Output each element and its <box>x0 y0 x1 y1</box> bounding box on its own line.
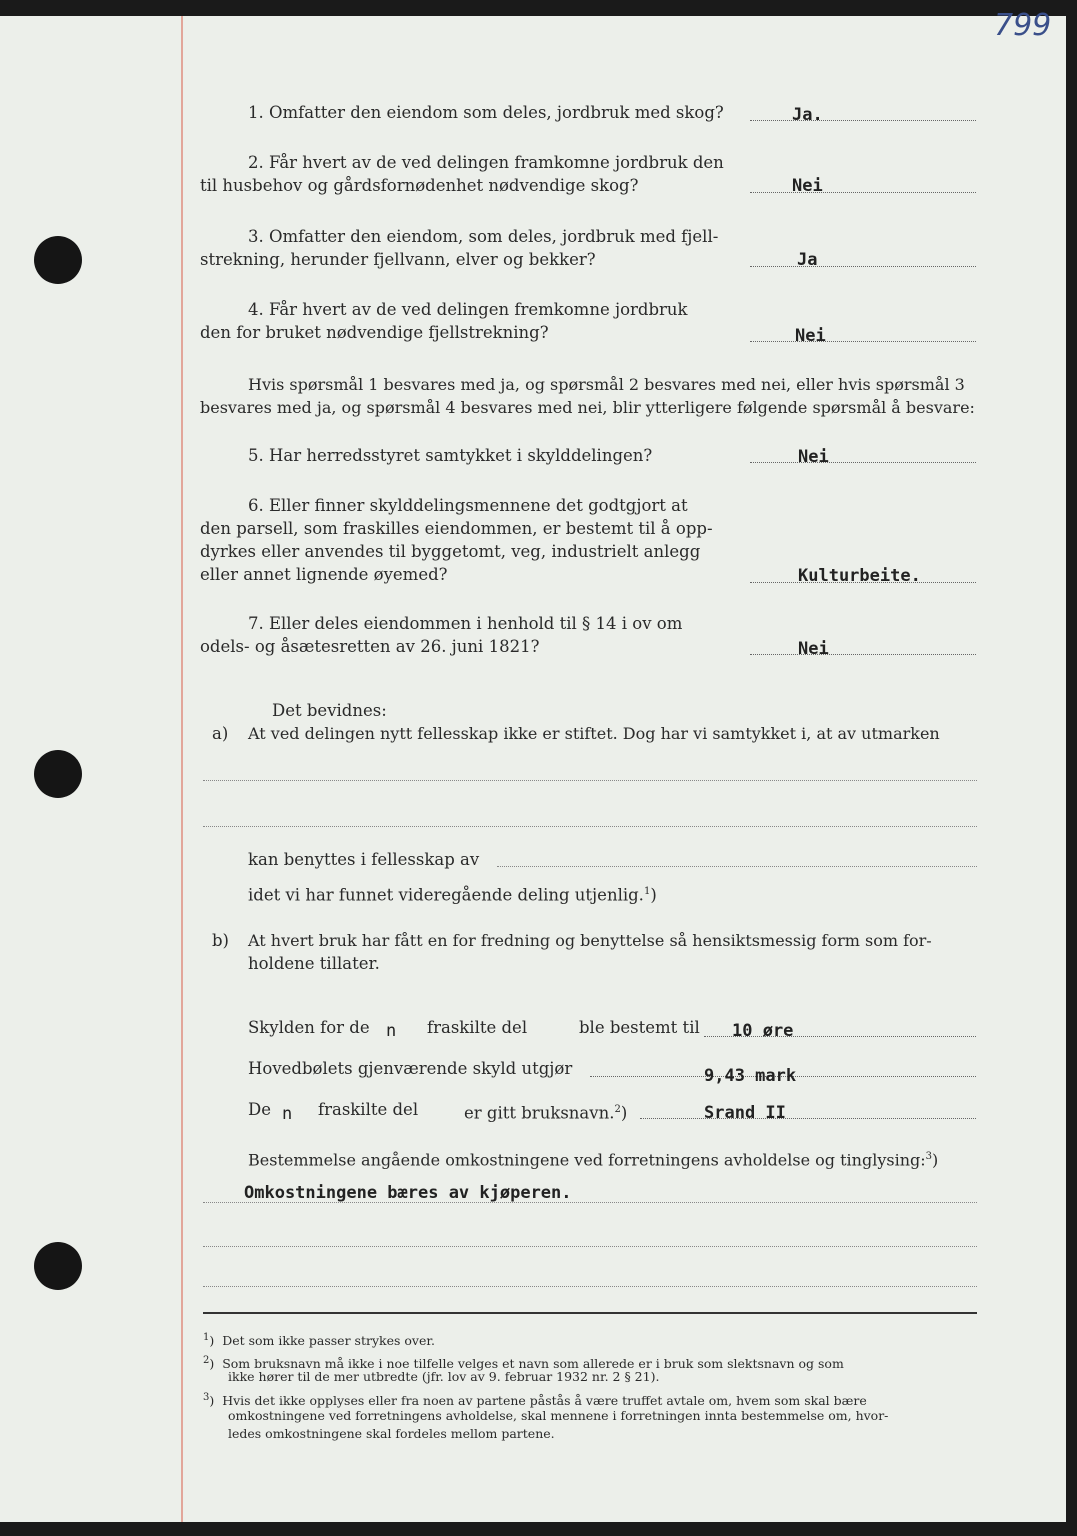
skyld-value-2: 9,43 mark <box>704 1066 797 1086</box>
skyld-mid-1: fraskilte del <box>427 1018 528 1037</box>
skyld-mid-3: fraskilte del <box>318 1100 419 1119</box>
question-3-line-1: 3. Omfatter den eiendom, som deles, jordbruk med fjell- <box>248 227 719 246</box>
blank-line <box>203 780 977 781</box>
answer-1: Ja. <box>792 105 823 125</box>
blank-line <box>203 1202 977 1203</box>
conditional-line-1: Hvis spørsmål 1 besvares med ja, og spørsmål 2 besvares med nei, eller hvis spørsmål 3 <box>248 375 965 394</box>
question-7-line-2: odels- og åsætesretten av 26. juni 1821? <box>200 637 540 656</box>
question-6-line-3: dyrkes eller anvendes til byggetomt, veg, industrielt anlegg <box>200 542 701 561</box>
question-2-line-1: 2. Får hvert av de ved delingen framkomne jordbruk den <box>248 153 724 172</box>
item-a-text: At ved delingen nytt fellesskap ikke er stiftet. Dog har vi samtykket i, at av utmarken <box>248 724 940 743</box>
item-a-line-4: idet vi har funnet videregående deling utjenlig.$^1$) <box>248 885 657 905</box>
item-b-line-2: holdene tillater. <box>248 954 380 973</box>
page-number: 799 <box>994 8 1052 43</box>
question-6-line-1: 6. Eller finner skylddelingsmennene det godtgjort at <box>248 496 688 515</box>
question-7-line-1: 7. Eller deles eiendommen i henhold til § 14 i ov om <box>248 614 683 633</box>
answer-6: Kulturbeite. <box>798 566 921 586</box>
footnote-3-cont-1: omkostningene ved forretningens avholdelse, skal mennene i forretningen innta bestemmelse om, hvor- <box>228 1408 889 1423</box>
answer-4: Nei <box>795 326 826 346</box>
answer-2: Nei <box>792 176 823 196</box>
skyld-end-3: er gitt bruksnavn.$^2$) <box>464 1103 628 1123</box>
question-6-line-2: den parsell, som fraskilles eiendommen, er bestemt til å opp- <box>200 519 713 538</box>
item-a-line-3: kan benyttes i fellesskap av <box>248 850 480 869</box>
footnote-separator <box>203 1312 977 1314</box>
question-2-line-2: til husbehov og gårdsfornødenhet nødvendige skog? <box>200 176 639 195</box>
answer-7: Nei <box>798 639 829 659</box>
omkostning-label: Bestemmelse angående omkostningene ved forretningens avholdelse og tinglysing:$^3$) <box>248 1150 939 1170</box>
bevidnes-heading: Det bevidnes: <box>272 701 387 720</box>
footnote-2-cont: ikke hører til de mer utbredte (jfr. lov av 9. februar 1932 nr. 2 § 21). <box>228 1369 660 1384</box>
answer-5: Nei <box>798 447 829 467</box>
answer-line <box>750 341 976 342</box>
answer-line <box>750 266 976 267</box>
skyld-value-3: Srand II <box>704 1103 786 1123</box>
skyld-fill-3: n <box>282 1104 293 1124</box>
skyld-label-1: Skylden for de <box>248 1018 370 1037</box>
answer-line <box>640 1118 976 1119</box>
skyld-label-2: Hovedbølets gjenværende skyld utgjør <box>248 1059 573 1078</box>
question-3-line-2: strekning, herunder fjellvann, elver og bekker? <box>200 250 596 269</box>
blank-line <box>497 866 977 867</box>
punch-hole <box>34 750 82 798</box>
punch-hole <box>34 236 82 284</box>
blank-line <box>203 826 977 827</box>
question-5: 5. Har herredsstyret samtykket i skylddelingen? <box>248 446 653 465</box>
answer-3: Ja <box>797 250 818 270</box>
answer-line <box>750 120 976 121</box>
item-b-label: b) <box>212 931 229 950</box>
question-6-line-4: eller annet lignende øyemed? <box>200 565 448 584</box>
conditional-line-2: besvares med ja, og spørsmål 4 besvares med nei, blir ytterligere følgende spørsmål å besvare: <box>200 398 975 417</box>
omkostning-value: Omkostningene bæres av kjøperen. <box>244 1183 572 1203</box>
skyld-value-1: 10 øre <box>732 1021 794 1041</box>
answer-line <box>750 192 976 193</box>
item-b-line-1: At hvert bruk har fått en for fredning og benyttelse så hensiktsmessig form som for- <box>248 931 932 950</box>
blank-line <box>203 1286 977 1287</box>
margin-line <box>181 16 183 1522</box>
skyld-label-3: De <box>248 1100 271 1119</box>
blank-line <box>203 1246 977 1247</box>
question-4-line-2: den for bruket nødvendige fjellstrekning? <box>200 323 549 342</box>
punch-hole <box>34 1242 82 1290</box>
footnote-2: $^2$) Som bruksnavn må ikke i noe tilfelle velges et navn som allerede er i bruk som slektsnavn og som <box>203 1355 844 1372</box>
footnote-3: $^3$) Hvis det ikke opplyses eller fra noen av partene påstås å være truffet avtale om, hvem som skal bære <box>203 1392 867 1409</box>
footnote-3-cont-2: ledes omkostningene skal fordeles mellom partene. <box>228 1426 555 1441</box>
answer-line <box>750 462 976 463</box>
question-1: 1. Omfatter den eiendom som deles, jordbruk med skog? <box>248 103 724 122</box>
footnote-1: $^1$) Det som ikke passer strykes over. <box>203 1332 435 1349</box>
question-4-line-1: 4. Får hvert av de ved delingen fremkomne jordbruk <box>248 300 688 319</box>
skyld-fill-1: n <box>386 1021 397 1041</box>
item-a-label: a) <box>212 724 229 743</box>
answer-line <box>750 654 976 655</box>
skyld-end-1: ble bestemt til <box>579 1018 700 1037</box>
